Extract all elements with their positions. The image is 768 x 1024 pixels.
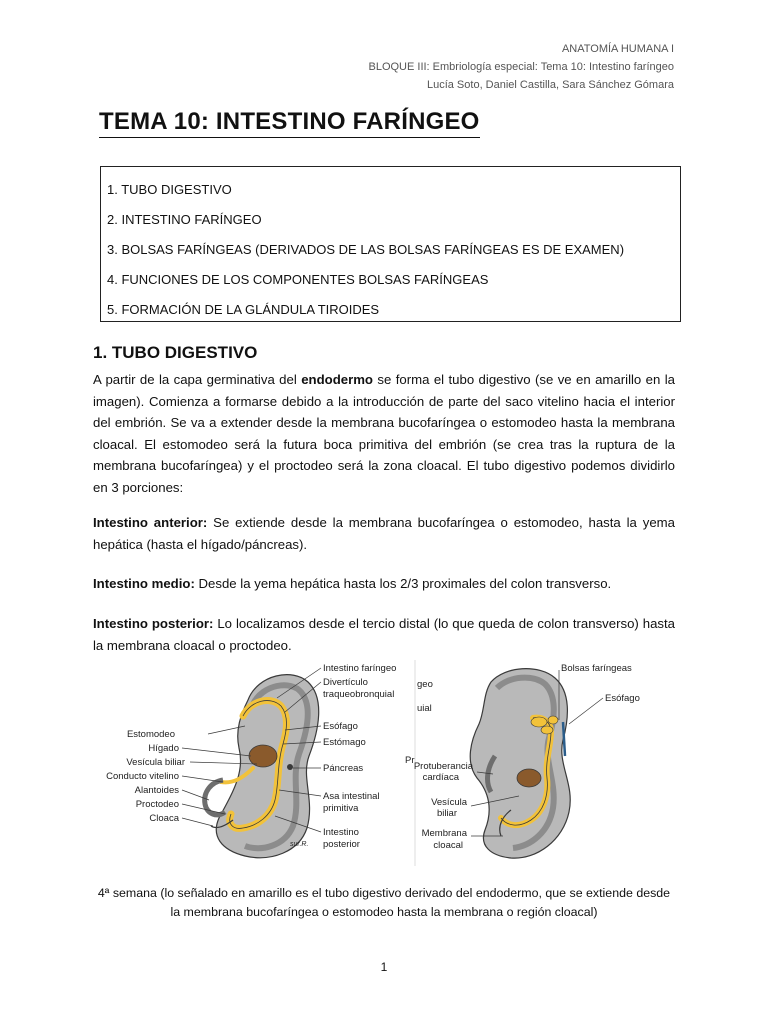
cut-label-fragment: Pr bbox=[405, 755, 415, 766]
embryo-right-drawing bbox=[470, 669, 570, 858]
anterior-text: Se extiende desde la membrana bucofaríngea o estomodeo, hasta la yema hepática (hasta el hígado/páncreas). bbox=[93, 515, 675, 552]
header-authors: Lucía Soto, Daniel Castilla, Sara Sánchez Gómara bbox=[426, 79, 674, 91]
figure-caption: 4ª semana (lo señalado en amarillo es el tubo digestivo derivado del endodermo, que se extiende desde la membrana bucofaríngea o estomodeo hasta la membrana o región cloacal) bbox=[97, 886, 671, 919]
label-intestino-faringeo: Intestino faríngeo bbox=[323, 663, 397, 674]
label-biliar-b: biliar bbox=[436, 808, 457, 819]
cut-label-fragment: geo bbox=[417, 679, 433, 690]
label-traqueobronquial: traqueobronquial bbox=[323, 689, 395, 700]
label-estomodeo: Estomodeo bbox=[126, 729, 175, 740]
label-esofago: Esófago bbox=[323, 721, 358, 732]
label-pancreas: Páncreas bbox=[323, 763, 364, 774]
embryo-figure bbox=[93, 660, 675, 866]
medio-text: Desde la yema hepática hasta los 2/3 proximales del colon transverso. bbox=[194, 576, 612, 591]
intro-text-start: A partir de la capa germinativa del bbox=[93, 372, 302, 387]
label-conducto-vitelino: Conducto vitelino bbox=[106, 771, 179, 782]
intro-text-end: se forma el tubo digestivo (se ve en amarillo en la imagen). Comienza a formarse debido a la introducción de parte del saco vitelino hacia el interior del embrión. Se va a extender desde la membrana bucofaríngea o estomodeo hasta la membrana cloacal. El estomodeo será la futura boca primitiva del embrión (se crea tras la ruptura de la membrana bucofaríngea) y el proctodeo será la zona cloacal. El tubo digestivo podemos dividirlo en 3 porciones: bbox=[93, 372, 675, 495]
toc-item: 4. FUNCIONES DE LOS COMPONENTES BOLSAS FARÍNGEAS bbox=[107, 272, 489, 287]
label-posterior: posterior bbox=[323, 839, 360, 850]
medio-paragraph bbox=[93, 573, 675, 595]
toc-item: 5. FORMACIÓN DE LA GLÁNDULA TIROIDES bbox=[107, 302, 380, 317]
label-asa-intestinal: Asa intestinal bbox=[323, 791, 380, 802]
section-heading: 1. TUBO DIGESTIVO bbox=[93, 343, 258, 362]
label-vesicula-b: Vesícula bbox=[431, 797, 467, 808]
endodermo-term: endodermo bbox=[301, 372, 373, 387]
document-header bbox=[368, 40, 674, 94]
label-cloaca: Cloaca bbox=[149, 813, 179, 824]
intro-paragraph bbox=[93, 369, 675, 499]
label-proctodeo: Proctodeo bbox=[135, 799, 179, 810]
label-diverticulo: Divertículo bbox=[323, 677, 368, 688]
posterior-paragraph bbox=[93, 613, 675, 656]
toc-item: 2. INTESTINO FARÍNGEO bbox=[107, 212, 262, 227]
cut-label-fragment: uial bbox=[417, 703, 432, 714]
label-esofago-b: Esófago bbox=[605, 693, 640, 704]
toc-item: 3. BOLSAS FARÍNGEAS (DERIVADOS DE LAS BOLSAS FARÍNGEAS ES DE EXAMEN) bbox=[107, 242, 625, 257]
label-alantoides: Alantoides bbox=[134, 785, 179, 796]
header-block: BLOQUE III: Embriología especial: Tema 10: Intestino faríngeo bbox=[368, 61, 674, 73]
label-vesicula-biliar: Vesícula biliar bbox=[126, 757, 185, 768]
label-cloacal: cloacal bbox=[433, 840, 463, 851]
label-cardiaca: cardíaca bbox=[422, 772, 459, 783]
table-of-contents bbox=[100, 166, 681, 322]
label-intestino: Intestino bbox=[323, 827, 359, 838]
posterior-label: Intestino posterior: bbox=[93, 616, 214, 631]
medio-label: Intestino medio: bbox=[93, 576, 195, 591]
embryo-illustration bbox=[93, 660, 675, 866]
anterior-paragraph bbox=[93, 512, 675, 555]
header-course: ANATOMÍA HUMANA I bbox=[561, 43, 674, 55]
posterior-text: Lo localizamos desde el tercio distal (lo que queda de colon transverso) hasta la membrana cloacal o proctodeo. bbox=[93, 616, 675, 653]
label-membrana: Membrana bbox=[421, 828, 467, 839]
page-title: TEMA 10: INTESTINO FARÍNGEO bbox=[99, 108, 480, 138]
label-estomago: Estómago bbox=[323, 737, 366, 748]
illustrator-signature: sur.R. bbox=[290, 841, 309, 848]
anterior-label: Intestino anterior: bbox=[93, 515, 208, 530]
label-higado: Hígado bbox=[148, 743, 179, 754]
page-number: 1 bbox=[380, 960, 388, 974]
toc-item: 1. TUBO DIGESTIVO bbox=[107, 182, 232, 197]
label-bolsas-faringeas: Bolsas faríngeas bbox=[561, 663, 632, 674]
label-primitiva: primitiva bbox=[323, 803, 359, 814]
label-protuberancia: Protuberancia bbox=[413, 761, 473, 772]
